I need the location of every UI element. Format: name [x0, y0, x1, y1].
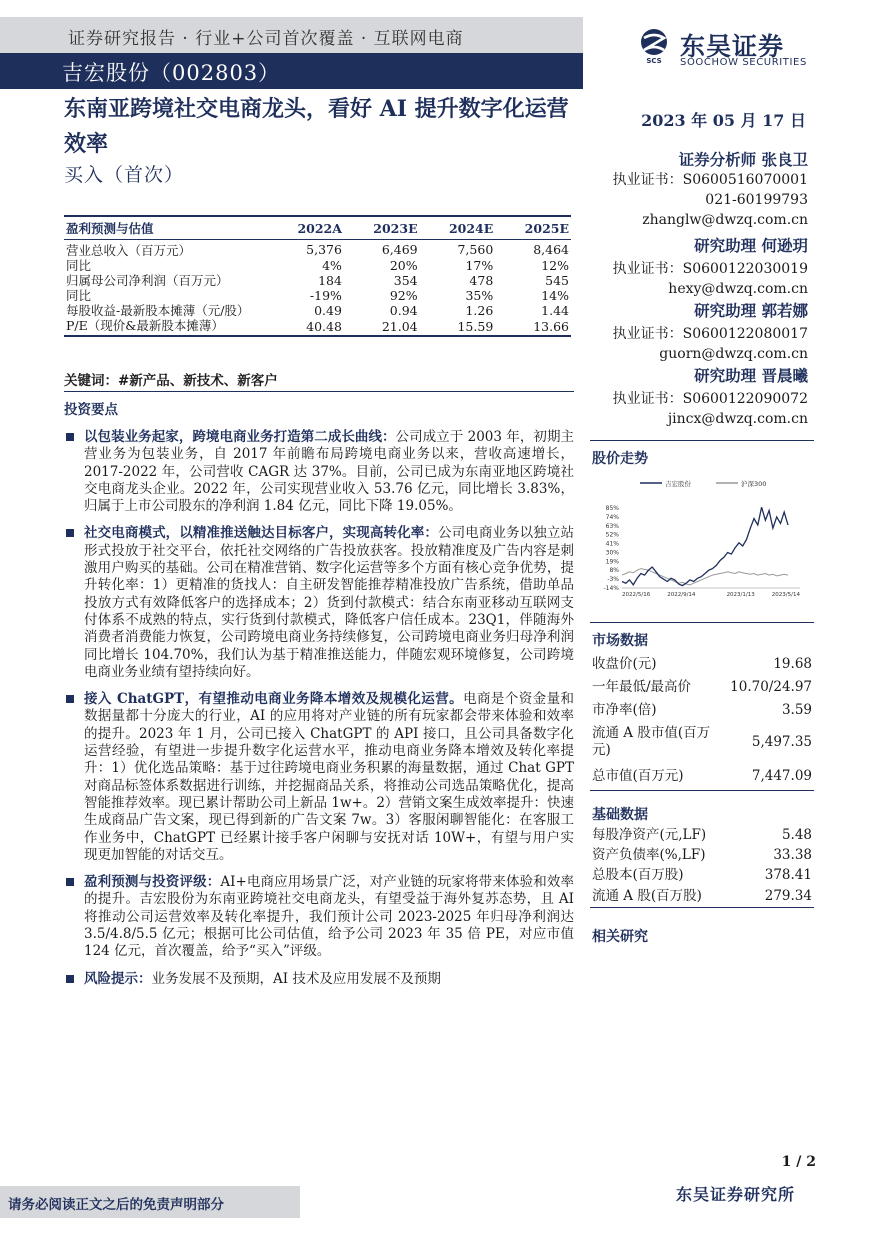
report-title: 东南亚跨境社交电商龙头，看好 AI 提升数字化运营效率: [64, 96, 569, 157]
bullet-body: 公司电商业务以独立站形式投放于社交平台，依托社交网络的广告投放获客。投放精准度及广告内容是刺激用户购买的基础。公司在精准营销、数字化运营等多个方面有核心竞争优势，提升转化率：1）更精准的货找人：自主研发智能推荐精准投放广告系统，借助单品投放方式有效降低客户的选择成本；2）货到付款模式：结合东南亚移动互联网支付体系不成熟的特点，实行货到付款模式，降低客户信任成本。23Q1，伴随海外消费者消费能力恢复，公司跨境电商业务持续修复，公司跨境电商业务归母净利润同比增长 104.70%，我们认为基于精准推送能力，伴随宏观环境修复，公司跨境电商业务业绩有望持续向好。: [84, 525, 575, 680]
table-cell: 19.68: [773, 656, 812, 672]
forecast-header: 2024E: [420, 216, 496, 240]
table-row: [590, 699, 814, 722]
analyst-3: [600, 301, 808, 364]
table-cell: 184: [318, 273, 342, 288]
x-tick-label: 2022/9/14: [667, 592, 696, 598]
divider: [64, 391, 574, 392]
legend-label: 沪深300: [741, 480, 767, 488]
list-item: [64, 429, 574, 515]
divider: [590, 622, 814, 623]
table-cell: 33.38: [773, 846, 812, 863]
bullet-heading: 接入 ChatGPT，有望推动电商业务降本增效及规模化运营。: [84, 691, 464, 708]
x-tick-label: 2023/5/14: [771, 592, 800, 598]
table-cell: 4%: [322, 258, 342, 273]
table-cell: 每股净资产(元,LF): [592, 826, 707, 843]
brand-logo-icon: [636, 28, 672, 64]
company-code-bar: [0, 53, 583, 89]
table-cell: 35%: [465, 288, 494, 303]
price-chart: [594, 474, 806, 602]
square-bullet-icon: [66, 529, 74, 537]
y-tick-label: -3%: [607, 576, 619, 584]
price-chart-title: 股价走势: [592, 451, 648, 467]
report-category-band: [0, 17, 583, 53]
square-bullet-icon: [66, 433, 74, 441]
y-tick-label: 41%: [605, 540, 619, 548]
bullet-heading: 以包装业务起家，跨境电商业务打造第二成长曲线：: [84, 429, 396, 445]
analyst-role: 研究助理 何逊玥: [694, 236, 808, 255]
series-line: [622, 569, 788, 585]
analyst-role: 研究助理 晋晨曦: [694, 366, 808, 385]
brand-logo-mark: SCS: [646, 57, 662, 64]
y-tick-label: 74%: [605, 513, 619, 521]
table-cell: 收盘价(元): [592, 656, 657, 672]
footer-org: 东吴证券研究所: [676, 1185, 796, 1204]
table-cell: 7,447.09: [724, 762, 814, 791]
analyst-line: 执业证书：S0600122090072: [612, 391, 808, 407]
analyst-1: [600, 150, 808, 230]
brand-logo-cn: 东吴证券: [680, 32, 785, 61]
table-cell: 6,469: [381, 241, 418, 257]
table-cell: 1.26: [465, 303, 494, 318]
table-row: [590, 722, 814, 762]
x-tick-label: 2023/1/13: [726, 592, 755, 598]
table-cell: 总股本(百万股): [592, 866, 684, 883]
table-row: [590, 825, 814, 845]
forecast-header: 2022A: [268, 216, 344, 240]
table-cell: 同比: [66, 288, 92, 303]
invest-section-title: 投资要点: [64, 402, 118, 418]
table-cell: 378.41: [764, 866, 812, 883]
table-cell: 17%: [465, 258, 494, 273]
forecast-header-row: [64, 216, 571, 240]
square-bullet-icon: [66, 975, 74, 983]
y-tick-label: 30%: [605, 549, 619, 557]
legend-label: 吉宏股份: [665, 480, 691, 488]
market-data-table: [590, 653, 814, 791]
square-bullet-icon: [66, 695, 74, 703]
table-cell: 545: [545, 273, 569, 288]
table-row: [64, 318, 571, 336]
table-cell: 14%: [541, 288, 569, 303]
table-cell: 0.49: [314, 303, 342, 318]
analyst-email[interactable]: hexy@dwzq.com.cn: [668, 281, 808, 297]
analyst-line: 执业证书：S0600122080017: [612, 326, 808, 342]
table-cell: 归属母公司净利润（百万元）: [66, 273, 229, 288]
list-item: [64, 525, 574, 681]
table-row: [64, 258, 571, 273]
y-tick-label: 63%: [605, 522, 619, 530]
analyst-email[interactable]: jincx@dwzq.com.cn: [667, 411, 808, 427]
table-cell: 10.70/24.97: [730, 679, 812, 695]
basic-data-table: [590, 825, 814, 908]
y-tick-label: 85%: [605, 505, 619, 513]
table-cell: 21.04: [344, 318, 420, 336]
table-cell: 同比: [66, 258, 92, 273]
analyst-4: [600, 366, 808, 429]
table-cell: 92%: [389, 288, 418, 303]
analyst-line: 021-60199793: [705, 192, 808, 208]
table-cell: 0.94: [389, 303, 418, 318]
bullet-body: AI+电商应用场景广泛，对产业链的玩家将带来体验和效率的提升。吉宏股份为东南亚跨境社交电商龙头，有望受益于海外复苏态势，且 AI 将推动公司运营效率及转化率提升，我们预计公司 2023-2025 年归母净利润达 3.5/4.8/5.5 亿元；根据可比公司估值，给予公司 2023 年 35 倍 PE，对应市值 124 亿元，首次覆盖，给予“买入”评级。: [84, 874, 574, 960]
analyst-block: [600, 150, 808, 429]
page-number: 1 / 2: [781, 1154, 816, 1170]
table-cell: -19%: [309, 288, 342, 303]
forecast-table: [64, 215, 571, 337]
bullet-body: 业务发展不及预期，AI 技术及应用发展不及预期: [151, 970, 441, 987]
basic-data-title: 基础数据: [592, 807, 648, 823]
y-tick-label: 19%: [605, 558, 619, 566]
company-code: 吉宏股份（002803）: [62, 61, 281, 85]
rating: 买入（首次）: [64, 164, 185, 186]
bullet-heading: 盈利预测与投资评级：: [84, 874, 221, 891]
table-cell: 5,376: [306, 241, 342, 257]
table-cell: 资产负债率(%,LF): [592, 846, 706, 863]
table-row: [590, 762, 814, 791]
bullet-body: 电商是个资金量和数据量都十分庞大的行业，AI 的应用将对产业链的所有玩家都会带来体验和效率的提升。2023 年 1 月，公司已接入 ChatGPT 的 API 接口，且公司具备数字化运营经验，有望进一步提升数字化运营水平，推动电商业务降本增效及转化率提升：1）优化选品策略：基于过往跨境电商业务积累的海量数据，通过 Chat GPT 对商品标签体系数据进行训练，并挖掘商品关系，将推动公司选品策略优化，提高智能推荐效率。现已累计帮助公司上新品 1w+。2）营销文案生成效率提升：快速生成商品广告文案，现已得到新的广告文案 7w。3）客服闲聊智能化：在客服工作业务中，ChatGPT 已经累计接手客户闲聊与安抚对话 10W+，有望与用户实现更加智能的对话交互。: [84, 691, 575, 863]
analyst-line: 执业证书：S0600516070001: [612, 172, 808, 188]
analyst-line: 执业证书：S0600122030019: [612, 261, 808, 277]
table-cell: 12%: [541, 258, 569, 273]
forecast-header: 2023E: [344, 216, 420, 240]
table-cell: 478: [469, 273, 494, 288]
table-row: [64, 288, 571, 303]
divider: [590, 440, 814, 441]
list-item: [64, 691, 574, 864]
disclaimer-notice[interactable]: 请务必阅读正文之后的免责声明部分: [8, 1197, 224, 1213]
forecast-header: 盈利预测与估值: [64, 216, 268, 240]
square-bullet-icon: [66, 878, 74, 886]
bullet-heading: 社交电商模式，以精准推送触达目标客户，实现高转化率：: [84, 525, 438, 542]
disclaimer-bar: [0, 1186, 300, 1218]
table-cell: 1.44: [541, 303, 569, 318]
table-cell: 13.66: [495, 318, 571, 336]
analyst-email[interactable]: guorn@dwzq.com.cn: [659, 346, 808, 362]
forecast-header: 2025E: [495, 216, 571, 240]
x-tick-label: 2022/5/16: [622, 592, 651, 598]
table-row: [590, 676, 814, 699]
table-row: [590, 653, 814, 676]
analyst-role: 证券分析师 张良卫: [678, 150, 808, 169]
table-cell: 279.34: [746, 885, 814, 908]
list-item: [64, 971, 574, 988]
related-research-title: 相关研究: [592, 929, 648, 945]
table-cell: 20%: [389, 258, 418, 273]
analyst-email[interactable]: zhanglw@dwzq.com.cn: [642, 212, 808, 228]
table-cell: 7,560: [457, 241, 494, 257]
report-category: 证券研究报告 · 行业+公司首次覆盖 · 互联网电商: [68, 29, 464, 49]
table-row: [64, 303, 571, 318]
table-cell: 354: [393, 273, 418, 288]
table-cell: 流通 A 股市值(百万元): [592, 725, 711, 758]
brand-logo-en: SOOCHOW SECURITIES: [680, 57, 807, 68]
table-cell: 5.48: [781, 826, 812, 843]
y-tick-label: 8%: [609, 567, 619, 575]
table-cell: 5,497.35: [751, 733, 812, 750]
y-tick-label: -14%: [603, 585, 619, 592]
list-item: [64, 874, 574, 960]
market-data-title: 市场数据: [592, 633, 648, 649]
table-cell: 8,464: [533, 241, 569, 257]
table-cell: 3.59: [781, 702, 812, 718]
table-cell: 15.59: [420, 318, 496, 336]
report-date: 2023 年 05 月 17 日: [641, 111, 806, 130]
table-row: [64, 240, 571, 259]
table-cell: 营业总收入（百万元）: [66, 243, 192, 258]
table-cell: 流通 A 股(百万股): [590, 885, 746, 908]
bullet-body: 公司成立于 2003 年，初期主营业务为包装业务，自 2017 年前瞻布局跨境电商业务以来，营收高速增长，2017-2022 年，公司营收 CAGR 达 37%。目前，公司已成为东南亚地区跨境社交电商龙头企业。2022 年，公司实现营业收入 53.76 亿元，同比增长 3.83%，归属于上市公司股东的净利润 1.84 亿元，同比下降 19.05%。: [84, 429, 574, 515]
table-cell: 市净率(倍): [592, 702, 657, 718]
analyst-2: [600, 236, 808, 299]
table-cell: P/E（现价&最新股本摊薄）: [64, 318, 268, 336]
table-cell: 40.48: [268, 318, 344, 336]
investment-points: [64, 429, 574, 998]
table-cell: 每股收益-最新股本摊薄（元/股）: [66, 303, 250, 318]
table-row: [64, 273, 571, 288]
table-cell: 总市值(百万元): [590, 762, 724, 791]
analyst-role: 研究助理 郭若娜: [694, 301, 808, 320]
bullet-heading: 风险提示：: [84, 970, 152, 987]
y-tick-label: 52%: [605, 531, 619, 539]
keywords: 关键词：#新产品、新技术、新客户: [64, 373, 278, 389]
table-cell: 一年最低/最高价: [592, 679, 692, 695]
table-row: [590, 865, 814, 885]
table-row: [590, 845, 814, 865]
table-row: [590, 885, 814, 908]
